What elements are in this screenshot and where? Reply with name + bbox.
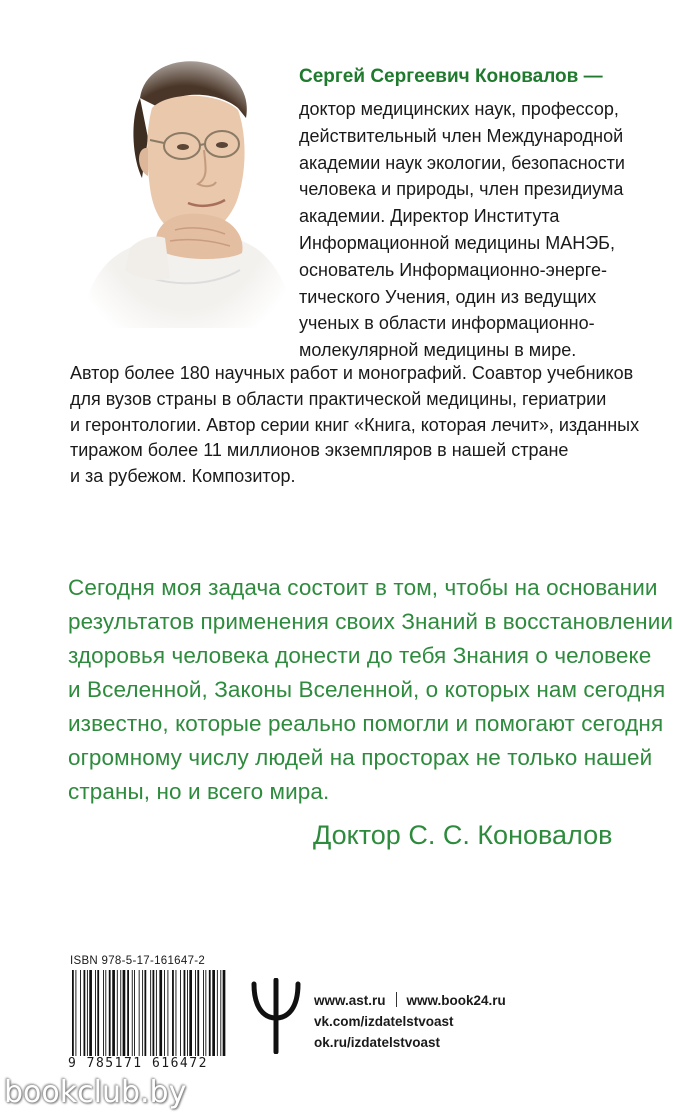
author-bio-continued xyxy=(70,361,670,490)
bio-line: для вузов страны в области практической медицины, гериатрии xyxy=(70,388,607,409)
author-bio xyxy=(299,96,689,364)
bio-line: Информационной медицины МАНЭБ, xyxy=(299,232,615,253)
bio-line: ученых в области информационно- xyxy=(299,313,595,334)
barcode-digits: 9 785171 616472 xyxy=(68,1056,208,1071)
author-quote xyxy=(68,571,678,809)
bio-line: тиражом более 11 миллионов экземпляров в нашей стране xyxy=(70,440,569,461)
bio-line: человека и природы, член президиума xyxy=(299,179,624,200)
quote-line: Сегодня моя задача состоит в том, чтобы на основании xyxy=(68,575,658,600)
watermark: bookclub.by xyxy=(4,1075,187,1110)
bio-line: доктор медицинских наук, профессор, xyxy=(299,99,619,119)
publisher-logo-icon xyxy=(250,978,302,1054)
quote-line: огромному числу людей на просторах не только нашей xyxy=(68,745,653,770)
bio-line: академии. Директор Института xyxy=(299,206,560,227)
author-portrait xyxy=(70,38,300,328)
author-name: Сергей Сергеевич Коновалов — xyxy=(299,66,603,87)
quote-signature: Доктор С. С. Коновалов xyxy=(313,820,613,850)
barcode-image xyxy=(68,970,228,1060)
bio-line: академии наук экологии, безопасности xyxy=(299,152,625,173)
bio-line: молекулярной медицины в мире. xyxy=(299,340,577,361)
bio-line: действительный член Международной xyxy=(299,125,624,146)
quote-line: здоровья человека донести до тебя Знания о человеке xyxy=(68,643,652,668)
link-ok[interactable]: ok.ru/izdatelstvoast xyxy=(314,1035,441,1050)
quote-line: и Вселенной, Законы Вселенной, о которых нам сегодня xyxy=(68,677,666,702)
bio-line: тического Учения, один из ведущих xyxy=(299,286,597,307)
divider xyxy=(396,992,397,1007)
quote-line: страны, но и всего мира. xyxy=(68,779,330,804)
bio-line: и геронтологии. Автор серии книг «Книга, которая лечит», изданных xyxy=(70,414,640,435)
link-vk[interactable]: vk.com/izdatelstvoast xyxy=(314,1014,454,1029)
link-ast[interactable]: www.ast.ru xyxy=(314,993,386,1008)
isbn-label: ISBN 978-5-17-161647-2 xyxy=(70,955,206,967)
quote-line: результатов применения своих Знаний в восстановлении xyxy=(68,609,674,634)
bio-line: основатель Информационно-энерге- xyxy=(299,259,607,280)
link-book24[interactable]: www.book24.ru xyxy=(406,993,506,1008)
bio-line: и за рубежом. Композитор. xyxy=(70,466,296,487)
quote-line: известно, которые реально помогли и помогают сегодня xyxy=(68,711,664,736)
bio-line: Автор более 180 научных работ и монографий. Соавтор учебников xyxy=(70,363,634,383)
publisher-links xyxy=(314,990,506,1053)
